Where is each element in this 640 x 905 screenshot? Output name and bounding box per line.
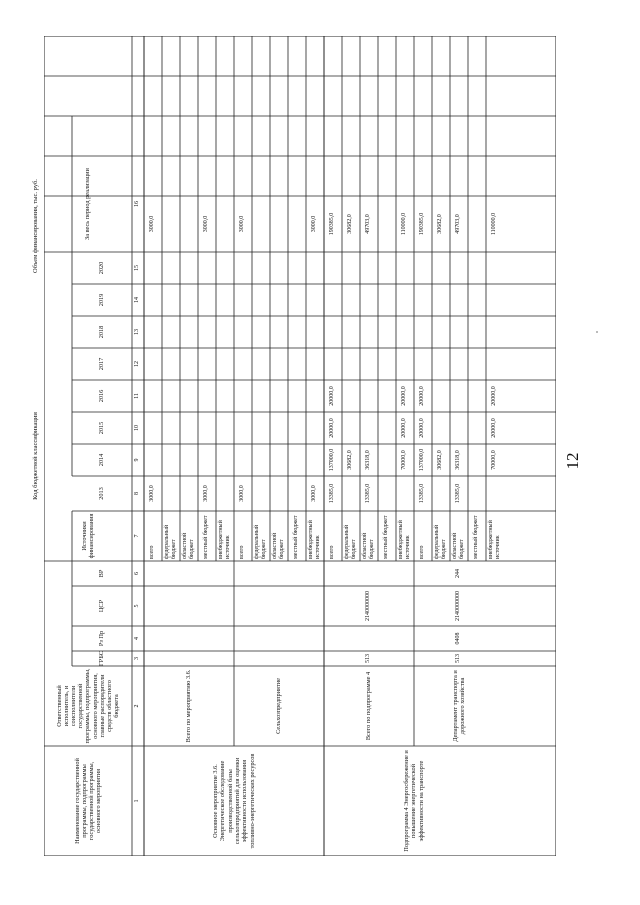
- value-2014: 30682,0: [347, 450, 354, 470]
- header-16: За весь период реализации: [84, 168, 92, 240]
- value-2014: 36318,0: [455, 450, 462, 470]
- source-cell: всего: [149, 545, 156, 559]
- value-2014: 137000,0: [329, 448, 336, 472]
- header-6: ВР: [98, 569, 106, 578]
- source-cell: федеральный бюджет: [343, 524, 357, 559]
- grbs-code: 513: [455, 654, 462, 663]
- value-2015: 20000,0: [401, 418, 408, 438]
- col-number-16: 16: [134, 201, 141, 207]
- source-cell: федеральный бюджет: [253, 524, 267, 559]
- source-cell: местный бюджет: [293, 515, 300, 559]
- vr-code: 244: [455, 569, 462, 578]
- header-13: 2018: [98, 325, 106, 339]
- header-3: ГРБС: [98, 651, 106, 666]
- source-cell: федеральный бюджет: [163, 524, 177, 559]
- source-cell: областной бюджет: [271, 532, 285, 559]
- value-total: 190385,0: [329, 212, 336, 236]
- header-10: 2015: [98, 421, 106, 435]
- col-number-2: 2: [134, 704, 141, 708]
- source-cell: всего: [419, 545, 426, 559]
- grbs-code: 513: [365, 654, 372, 663]
- value-2016: 20000,0: [329, 386, 336, 406]
- col-number-10: 10: [134, 425, 141, 431]
- source-cell: областной бюджет: [361, 532, 375, 559]
- budget-code-caption: Код бюджетной классификации: [32, 412, 39, 500]
- header-1: Наименование государственной программы, подпрограммы государственной программы, основного мероприятия: [73, 758, 103, 844]
- value-2013: 13385,0: [365, 483, 372, 504]
- value-2013: 3000,0: [239, 485, 246, 502]
- value-total: 30682,0: [437, 214, 444, 234]
- value-total: 3000,0: [203, 215, 210, 233]
- program-name: Подпрограмма 4 Энергосбережение и повышение энергетической эффективности на транспорте: [402, 750, 425, 852]
- value-2015: 20000,0: [491, 418, 498, 438]
- col-number-13: 13: [134, 329, 141, 335]
- scan-speck: [596, 331, 598, 333]
- value-2014: 137000,0: [419, 448, 426, 472]
- value-total: 30682,0: [347, 214, 354, 234]
- rzpr-code: 0408: [455, 632, 462, 645]
- value-2013: 13385,0: [329, 483, 336, 504]
- header-7: Источники финансирования: [80, 513, 95, 559]
- value-2014: 30682,0: [437, 450, 444, 470]
- header-8: 2013: [98, 487, 106, 500]
- executor-total: Всего по подпрограмме 4: [365, 671, 373, 741]
- header-15: 2020: [98, 261, 106, 275]
- budget-table: [44, 36, 556, 856]
- funding-volume-caption: Объем финансирования, тыс. руб.: [32, 179, 39, 273]
- source-cell: всего: [329, 545, 336, 559]
- executor-total: Всего по мероприятию 3.6.: [185, 669, 193, 743]
- csr-code: 2140000000: [455, 591, 462, 621]
- col-number-11: 11: [134, 393, 141, 399]
- value-2015: 20000,0: [419, 418, 426, 438]
- header-14: 2019: [98, 293, 106, 307]
- program-name: Основное мероприятие 3.6. Энергетическое обследование производственной базы сельхозпредприятий для оценки эффективности использования топливно-энергетических ресурсов: [211, 753, 256, 849]
- value-total: 3000,0: [149, 215, 156, 233]
- value-2013: 13385,0: [419, 483, 426, 504]
- source-cell: областной бюджет: [181, 532, 195, 559]
- source-cell: внебюджетный источник: [307, 520, 321, 559]
- col-number-5: 5: [134, 604, 141, 608]
- executor-agency: Департамент транспорта и дорожного хозяйства: [451, 670, 466, 742]
- col-number-8: 8: [134, 492, 141, 495]
- value-2013: 3000,0: [149, 485, 156, 502]
- col-number-15: 15: [134, 265, 141, 271]
- source-cell: местный бюджет: [203, 515, 210, 559]
- header-5: ЦСР: [98, 599, 106, 613]
- col-number-3: 3: [134, 657, 141, 660]
- csr-code: 2140000000: [365, 591, 372, 621]
- value-2013: 3000,0: [311, 485, 318, 502]
- value-total: 49703,0: [365, 214, 372, 234]
- col-number-14: 14: [134, 297, 141, 303]
- value-total: 49703,0: [455, 214, 462, 234]
- source-cell: внебюджетный источник: [397, 520, 411, 559]
- value-total: 3000,0: [311, 215, 318, 233]
- value-2014: 70000,0: [491, 450, 498, 470]
- value-2015: 20000,0: [329, 418, 336, 438]
- value-2014: 36318,0: [365, 450, 372, 470]
- col-number-12: 12: [134, 361, 141, 367]
- source-cell: федеральный бюджет: [433, 524, 447, 559]
- value-2016: 20000,0: [401, 386, 408, 406]
- page-number: 12: [563, 452, 582, 470]
- col-number-6: 6: [134, 572, 141, 575]
- value-2014: 70000,0: [401, 450, 408, 470]
- header-4: Рз Пр: [98, 630, 106, 647]
- source-cell: местный бюджет: [383, 515, 390, 559]
- source-cell: местный бюджет: [473, 515, 480, 559]
- header-11: 2016: [98, 389, 106, 403]
- executor-agency: Сельхозпредприятие: [275, 678, 283, 734]
- value-total: 3000,0: [239, 215, 246, 233]
- source-cell: внебюджетный источник: [487, 520, 501, 559]
- value-2016: 20000,0: [419, 386, 426, 406]
- value-total: 110000,0: [491, 212, 498, 236]
- value-total: 190385,0: [419, 212, 426, 236]
- col-number-7: 7: [134, 534, 141, 538]
- header-2: Ответственный исполнитель, и соисполнители государственной программы, подпрограммы, основного мероприятия, главные распорядители средств областного бюджета: [55, 668, 121, 744]
- value-2013: 3000,0: [203, 485, 210, 502]
- header-12: 2017: [98, 357, 106, 371]
- header-9: 2014: [98, 453, 106, 467]
- value-2013: 13385,0: [455, 483, 462, 504]
- landscape-table-container: [32, 36, 556, 856]
- value-total: 110000,0: [401, 212, 408, 236]
- col-number-4: 4: [134, 637, 141, 640]
- col-number-1: 1: [134, 799, 141, 803]
- source-cell: внебюджетный источник: [217, 520, 231, 559]
- source-cell: всего: [239, 545, 246, 559]
- value-2016: 20000,0: [491, 386, 498, 406]
- col-number-9: 9: [134, 458, 141, 462]
- source-cell: областной бюджет: [451, 532, 465, 559]
